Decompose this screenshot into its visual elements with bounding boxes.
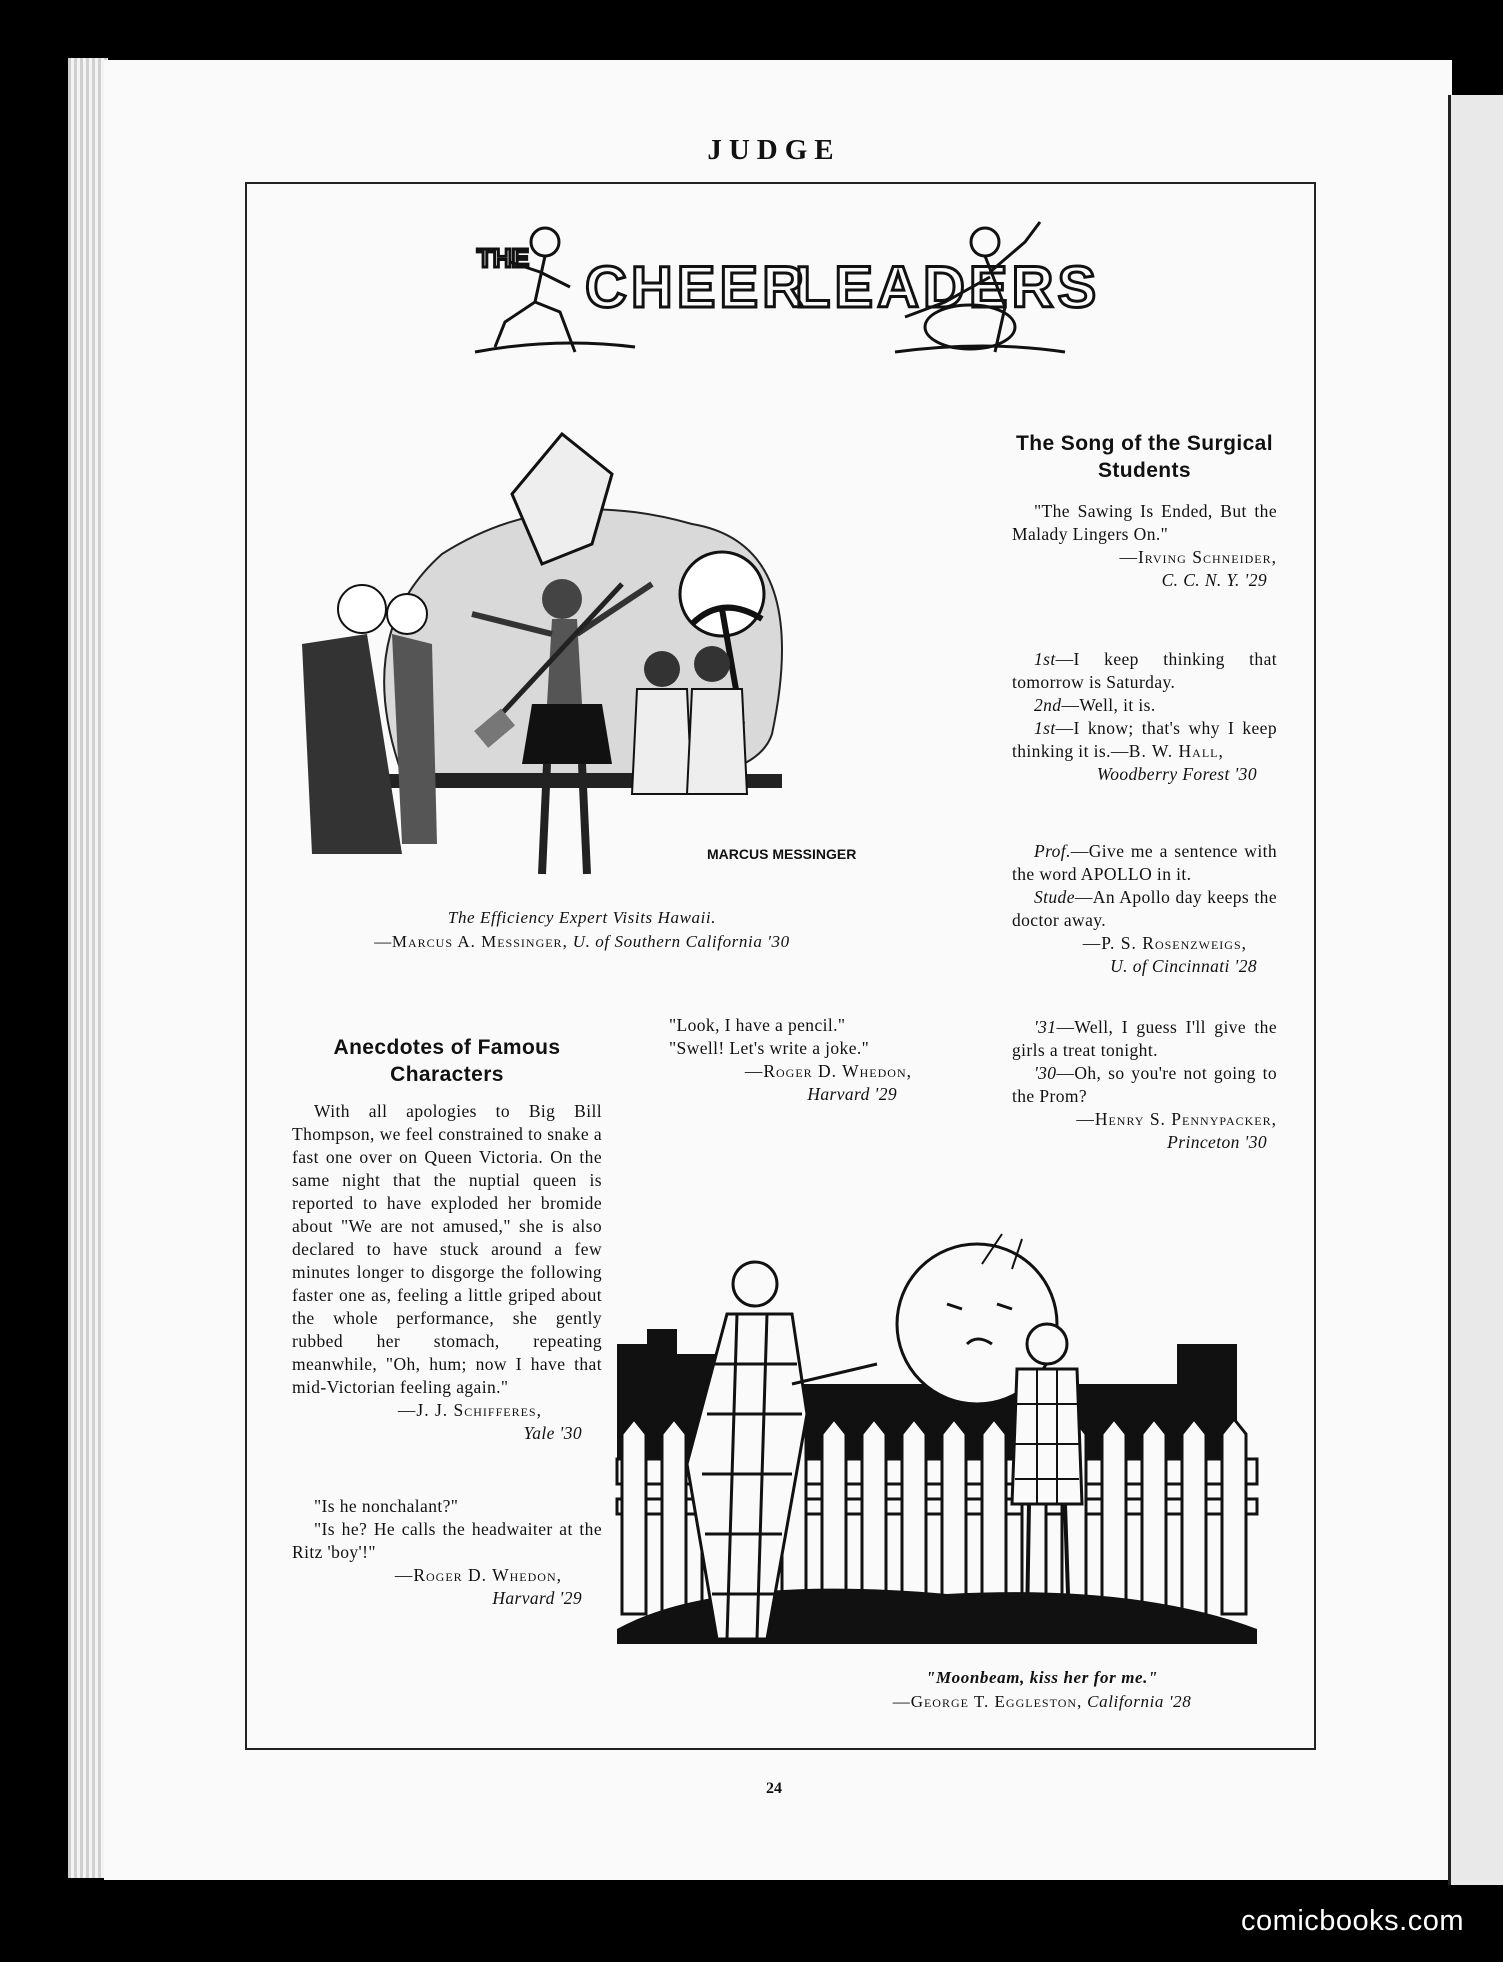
fence-picket: [982, 1419, 1006, 1614]
moonbeam-credit: —George T. Eggleston, California '28: [892, 1692, 1192, 1711]
surgical-title: The Song of the Surgical Students: [1016, 432, 1273, 482]
fence-picket: [622, 1419, 646, 1614]
fence-picket: [662, 1419, 686, 1614]
page-number: 24: [766, 1780, 782, 1797]
prom-joke: '31—Well, I guess I'll give the girls a treat tonight. '30—Oh, so you're not going to the Prom? —Henry S. Pennypacker, Princeton '30: [1012, 1017, 1277, 1152]
anecdotes-text: With all apologies to Big Bill Thompson, we feel constrained to snake a fast one over on Queen Victoria. On the same night that the nuptial queen is reported to have exploded her bromide about "We are not amused," she is also declared to have stuck around a few minutes longer to disgorge the following faster one as, feeling a little griped about the whole performance, she gently rubbed her stomach, repeating meanwhile, "Oh, hum; now I have that mid-Victorian feeling again.": [292, 1101, 603, 1397]
hawaii-cartoon: [292, 434, 857, 904]
tuxedo-men: [302, 585, 437, 854]
banner-word-the: THE: [477, 243, 529, 273]
fence-picket: [1142, 1419, 1166, 1614]
fence-picket: [1102, 1419, 1126, 1614]
saturday-joke: 1st—I keep thinking that tomorrow is Saturday. 2nd—Well, it is. 1st—I know; that's why I keep thinking it is.—B. W. Hall, Woodberry Forest '30: [1012, 649, 1277, 784]
fence-picket: [822, 1419, 846, 1614]
left-column: [292, 1034, 602, 1610]
hawaii-caption: The Efficiency Expert Visits Hawaii.: [447, 908, 717, 927]
surgical-author: —Irving Schneider,: [1119, 547, 1277, 567]
hawaii-credit-name: Marcus A. Messinger,: [391, 932, 568, 951]
fence-picket: [862, 1419, 886, 1614]
anecdotes-title: Anecdotes of Famous Characters: [333, 1036, 561, 1086]
page-edges: [68, 58, 108, 1878]
cheer-leaders-banner: [465, 212, 1101, 362]
anecdotes-school: Yale '30: [523, 1423, 582, 1443]
hawaii-caption-block: [347, 906, 817, 954]
moonbeam-cartoon: [617, 1234, 1267, 1664]
hawaii-credit: —Marcus A. Messinger, U. of Southern California '30: [374, 932, 790, 951]
anecdotes-author: —J. J. Schifferes,: [397, 1400, 542, 1420]
watermark: comicbooks.com: [1241, 1905, 1464, 1937]
facing-page-edge: [1448, 95, 1503, 1885]
fence-picket: [1182, 1419, 1206, 1614]
artist-signature: MARCUS MESSINGER: [707, 846, 857, 862]
banner-word-cheer: CHEER: [585, 255, 809, 320]
magazine-header: JUDGE: [707, 134, 841, 166]
right-column: [1012, 430, 1277, 1154]
surgical-text: "The Sawing Is Ended, But the Malady Lingers On.": [1012, 501, 1277, 544]
pencil-joke: "Look, I have a pencil." "Swell! Let's write a joke." —Roger D. Whedon, Harvard '29: [669, 1015, 912, 1104]
hawaii-credit-school: U. of Southern California '30: [572, 932, 790, 951]
nonchalant-joke: "Is he nonchalant?" "Is he? He calls the headwaiter at the Ritz 'boy'!" —Roger D. Whedon, Harvard '29: [292, 1496, 602, 1608]
banner-word-leaders: LEADERS: [795, 255, 1101, 320]
magazine-page: [104, 60, 1452, 1880]
surgical-school: C. C. N. Y. '29: [1161, 570, 1267, 590]
fence-picket: [942, 1419, 966, 1614]
fence-picket: [1222, 1419, 1246, 1614]
fence-picket: [902, 1419, 926, 1614]
page-frame: [245, 182, 1316, 1750]
moonbeam-caption: "Moonbeam, kiss her for me.": [925, 1668, 1159, 1687]
apollo-joke: Prof.—Give me a sentence with the word APOLLO in it. Stude—An Apollo day keeps the doctor away. —P. S. Rosenzweigs, U. of Cincinnati '28: [1012, 841, 1277, 976]
moonbeam-caption-block: [822, 1666, 1262, 1714]
